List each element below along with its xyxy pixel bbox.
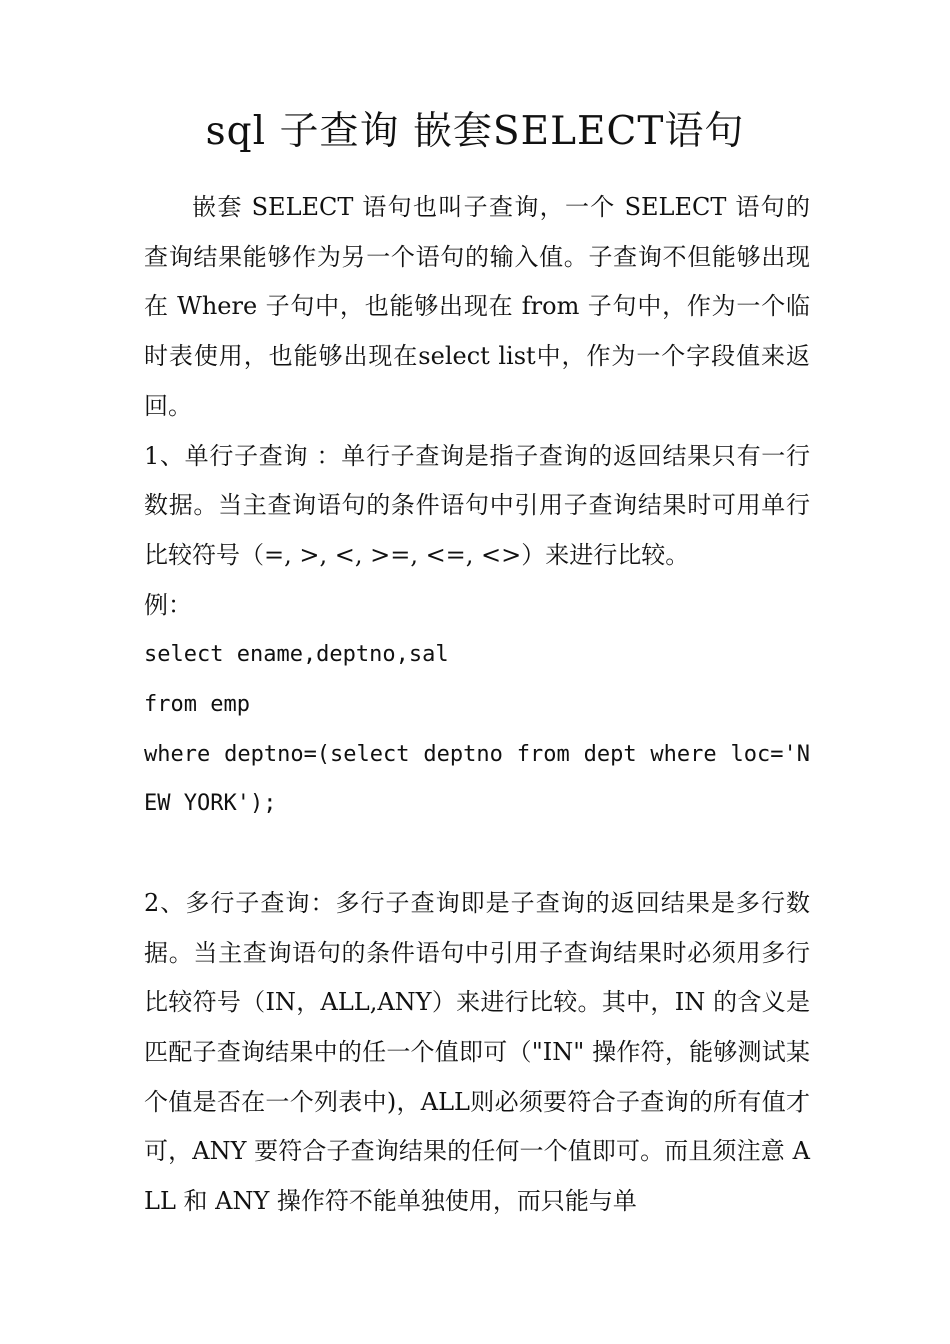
code-line-3: where deptno=(select deptno from dept where loc='NEW YORK'); — [144, 741, 810, 817]
code-line-1: select ename,deptno,sal — [144, 642, 449, 668]
section1-paragraph: 1、单行子查询 ：单行子查询是指子查询的返回结果只有一行数据。当主查询语句的条件语句中引用子查询结果时可用单行比较符号（=, >, <, >=, <=, <>）来进行比较。 — [144, 441, 810, 569]
section2-paragraph: 2、多行子查询：多行子查询即是子查询的返回结果是多行数据。当主查询语句的条件语句中引用子查询结果时必须用多行比较符号（IN，ALL,ANY）来进行比较。其中，IN 的含义是匹配子查询结果中的任一个值即可（"IN" 操作符，能够测试某个值是否在一个列表中)，ALL则必须要符合子查询的所有值才可，ANY 要符合子查询结果的任何一个值即可。而且须注意 ALL 和 ANY 操作符不能单独使用，而只能与单 — [144, 888, 810, 1216]
document-title: sql 子查询 嵌套SELECT语句 — [205, 109, 745, 154]
blank-line — [144, 829, 810, 879]
document-body — [144, 183, 810, 1227]
example-label: 例： — [144, 590, 192, 619]
code-line-2: from emp — [144, 692, 250, 718]
intro-paragraph: 嵌套 SELECT 语句也叫子查询，一个 SELECT 语句的查询结果能够作为另一个语句的输入值。子查询不但能够出现在 Where 子句中，也能够出现在 from 子句中，作为一个临时表使用，也能够出现在select list中，作为一个字段值来返回。 — [144, 193, 810, 420]
